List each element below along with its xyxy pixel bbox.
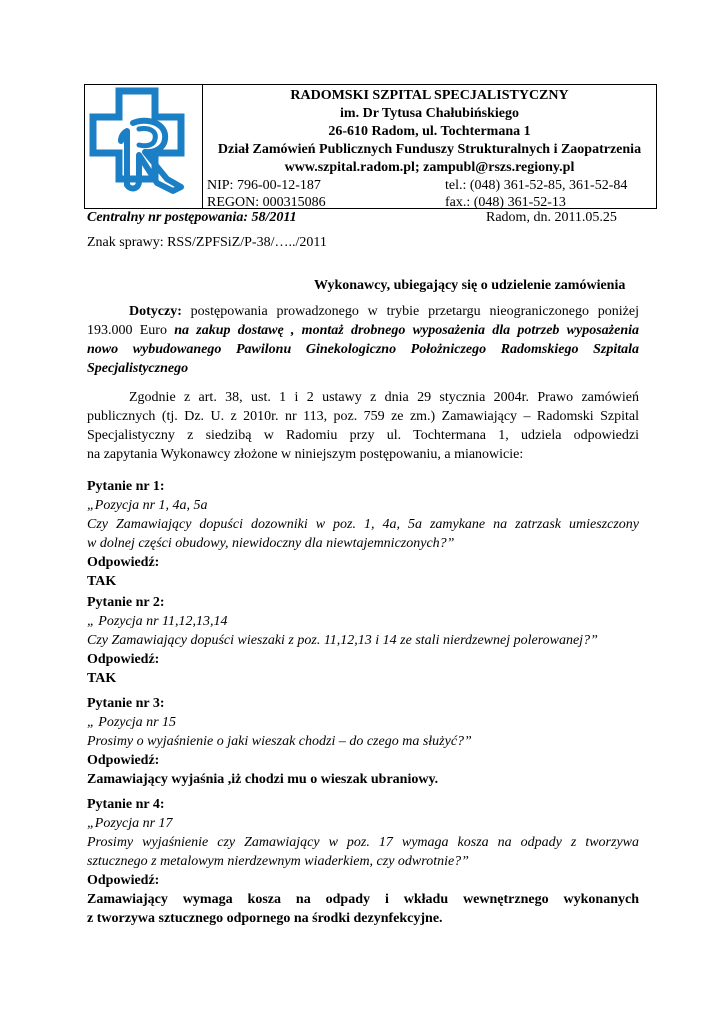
- answer-text: TAK: [87, 574, 117, 589]
- subject-line-4: Specjalistycznego: [87, 361, 189, 376]
- question-text: w dolnej części obudowy, niewidoczny dla niewtajemniczonych?”: [87, 536, 455, 551]
- subject-paragraph: [87, 302, 639, 378]
- proceeding-number: Centralny nr postępowania: 58/2011: [87, 210, 297, 225]
- question-4: [87, 795, 639, 928]
- answer-label: Odpowiedź:: [87, 753, 160, 768]
- hospital-name: RADOMSKI SZPITAL SPECJALISTYCZNY: [290, 88, 569, 103]
- question-title: Pytanie nr 3:: [87, 696, 165, 711]
- hospital-patron: im. Dr Tytusa Chałubińskiego: [340, 106, 519, 121]
- question-position: „Pozycja nr 1, 4a, 5a: [87, 498, 208, 513]
- answer-text: z tworzywa sztucznego odpornego na środki dezynfekcyjne.: [87, 911, 443, 926]
- addressee: Wykonawcy, ubiegający się o udzielenie zamówienia: [314, 278, 626, 293]
- intro-line-1: Zgodnie z art. 38, ust. 1 i 2 ustawy z dnia 29 stycznia 2004r. Prawo zamówień: [129, 390, 639, 405]
- place-date: Radom, dn. 2011.05.25: [486, 210, 617, 225]
- question-position: „Pozycja nr 17: [87, 816, 173, 831]
- subject-line-3: nowo wybudowanego Pawilonu Ginekologiczno Położniczego Radomskiego Szpitala: [87, 342, 639, 357]
- question-text: Czy Zamawiający dopuści dozowniki w poz. 1, 4a, 5a zamykane na zatrzask umieszczony: [87, 517, 639, 532]
- subject-line-1: postępowania prowadzonego w trybie przetargu nieograniczonego poniżej: [181, 304, 639, 319]
- department-name: Dział Zamówień Publicznych Funduszy Strukturalnych i Zaopatrzenia: [217, 142, 642, 157]
- letterhead: [84, 84, 657, 209]
- answer-text: Zamawiający wymaga kosza na odpady i wkładu wewnętrznego wykonanych: [87, 892, 639, 907]
- hospital-address: 26-610 Radom, ul. Tochtermana 1: [328, 124, 531, 139]
- question-text: Prosimy wyjaśnienie czy Zamawiający w poz. 17 wymaga kosza na odpady z tworzywa: [87, 835, 639, 850]
- intro-line-2: publicznych (tj. Dz. U. z 2010r. nr 113, poz. 759 ze zm.) Zamawiający – Radomski Szpital: [87, 409, 639, 424]
- question-title: Pytanie nr 4:: [87, 797, 165, 812]
- web-email: www.szpital.radom.pl; zampubl@rszs.regiony.pl: [284, 160, 575, 175]
- intro-line-3: Specjalistyczny z siedzibą w Radomiu przy ul. Tochtermana 1, udziela odpowiedzi: [87, 428, 639, 443]
- answer-label: Odpowiedź:: [87, 873, 160, 888]
- question-title: Pytanie nr 2:: [87, 595, 165, 610]
- question-text: sztucznego z metalowym nierdzewnym wiaderkiem, czy odwrotnie?”: [87, 854, 469, 869]
- nip: NIP: 796-00-12-187: [207, 178, 321, 193]
- question-text: Czy Zamawiający dopuści wieszaki z poz. 11,12,13 i 14 ze stali nierdzewnej polerowanej?”: [87, 633, 598, 648]
- subject-line-2b: na zakup dostawę , montaż drobnego wyposażenia dla potrzeb wyposażenia: [174, 323, 639, 338]
- question-text: Prosimy o wyjaśnienie o jaki wieszak chodzi – do czego ma służyć?”: [87, 734, 472, 749]
- question-title: Pytanie nr 1:: [87, 479, 165, 494]
- answer-text: TAK: [87, 671, 117, 686]
- logo-cell: [85, 85, 203, 208]
- subject-line-2a: 193.000 Euro: [87, 323, 175, 338]
- regon: REGON: 000315086: [207, 195, 326, 210]
- intro-paragraph: [87, 388, 639, 464]
- hospital-cross-r-logo-icon: [87, 87, 199, 205]
- subject-label: Dotyczy:: [129, 304, 182, 319]
- answer-text: Zamawiający wyjaśnia ,iż chodzi mu o wieszak ubraniowy.: [87, 772, 439, 787]
- question-position: „ Pozycja nr 15: [87, 715, 177, 730]
- intro-line-4: na zapytania Wykonawcy złożone w niniejszym postępowaniu, a mianowicie:: [87, 447, 524, 462]
- answer-label: Odpowiedź:: [87, 555, 160, 570]
- question-2: [87, 593, 639, 688]
- fax: fax.: (048) 361-52-13: [445, 195, 566, 210]
- case-number: Znak sprawy: RSS/ZPFSiZ/P-38/…../2011: [87, 235, 327, 250]
- question-position: „ Pozycja nr 11,12,13,14: [87, 614, 228, 629]
- letterhead-text: [203, 85, 656, 211]
- question-1: [87, 477, 639, 591]
- tel: tel.: (048) 361-52-85, 361-52-84: [445, 178, 628, 193]
- question-3: [87, 694, 639, 789]
- answer-label: Odpowiedź:: [87, 652, 160, 667]
